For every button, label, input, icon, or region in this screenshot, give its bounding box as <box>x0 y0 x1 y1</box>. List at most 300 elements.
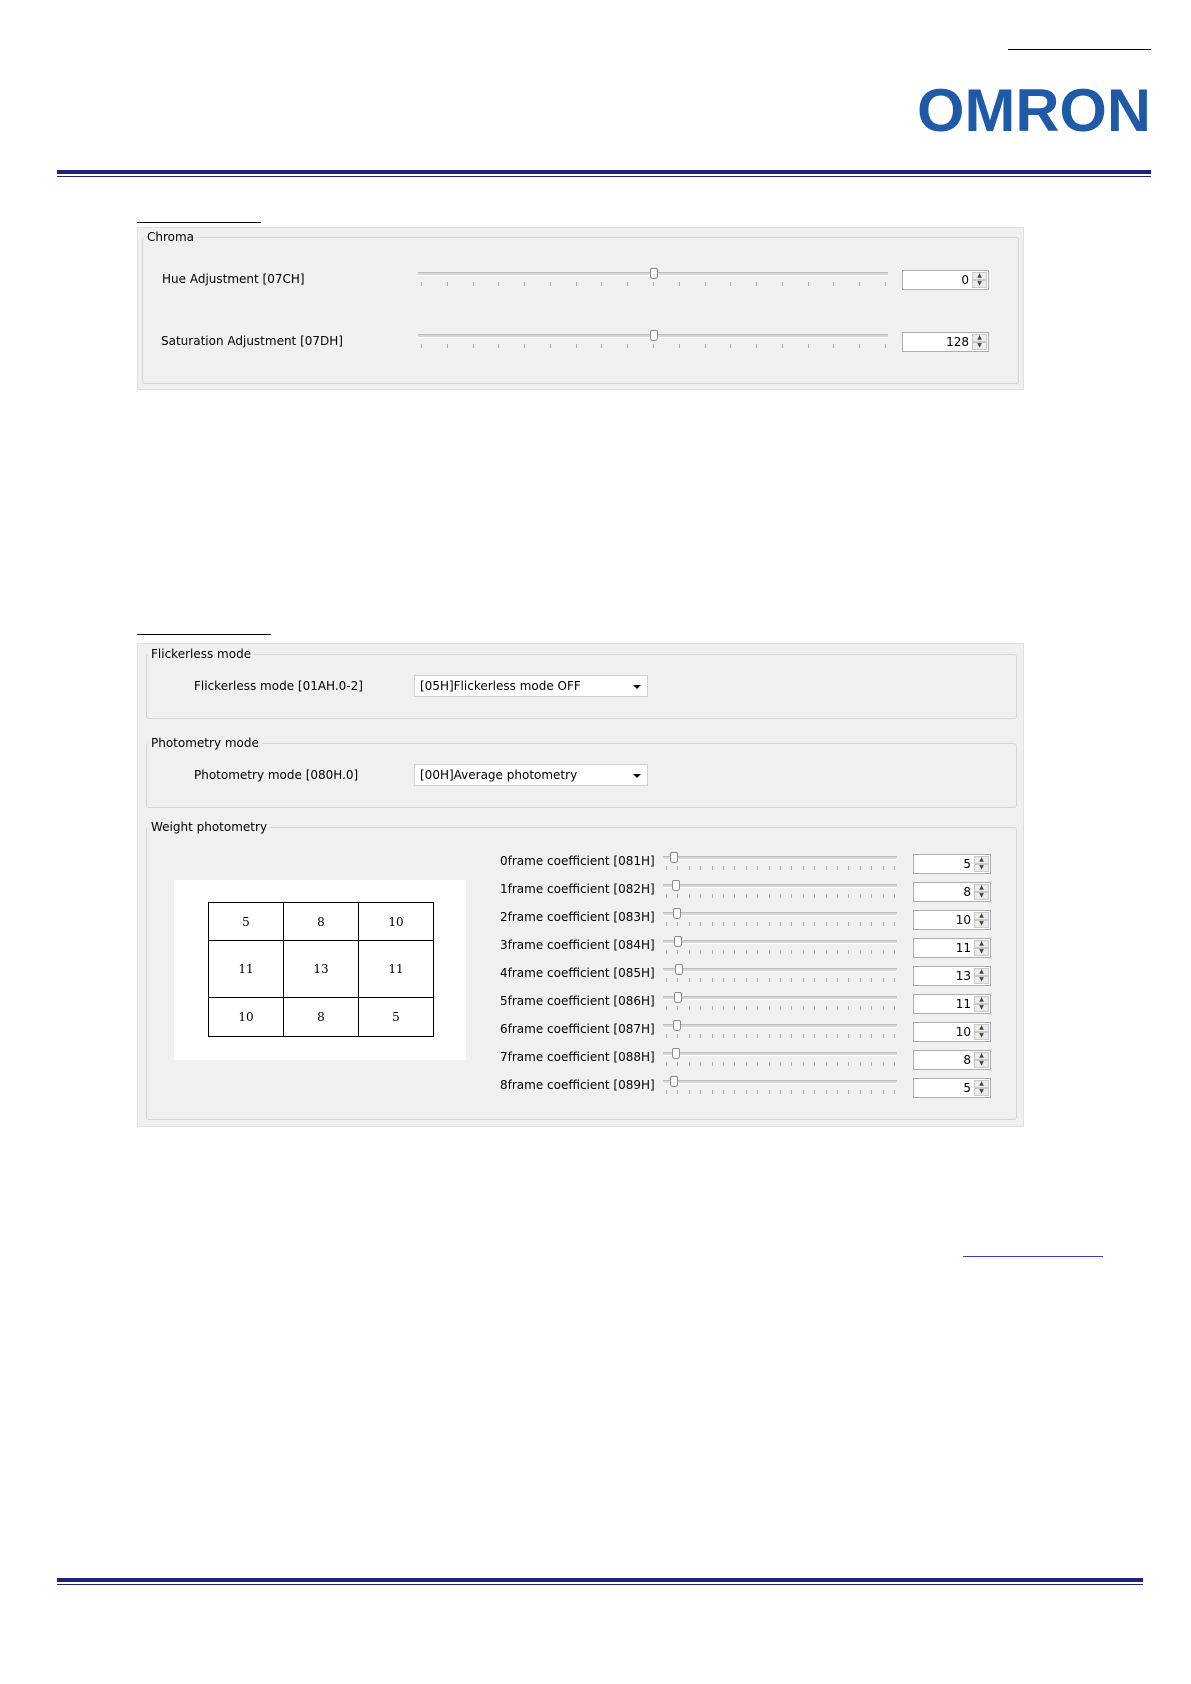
slider-tick <box>780 978 781 982</box>
slider-tick <box>689 1062 690 1066</box>
weight-cell: 8 <box>284 998 359 1037</box>
spin-up-icon[interactable]: ▲ <box>974 996 989 1004</box>
slider-tick <box>734 950 735 954</box>
spin-up-icon[interactable]: ▲ <box>974 940 989 948</box>
slider-tick <box>780 950 781 954</box>
slider-tick <box>653 282 654 286</box>
slider-tick <box>833 344 834 348</box>
slider-tick <box>746 866 747 870</box>
slider-tick <box>734 1006 735 1010</box>
slider-tick <box>894 894 895 898</box>
coefficient-value: 10 <box>955 1025 971 1039</box>
spin-down-icon[interactable]: ▼ <box>974 1032 989 1040</box>
slider-tick <box>666 866 667 870</box>
slider-tick <box>421 344 422 348</box>
chroma-group <box>142 237 1019 384</box>
weight-cell: 11 <box>359 941 434 998</box>
slider-tick <box>871 922 872 926</box>
hue-adjustment-value: 0 <box>961 273 969 287</box>
slider-tick <box>837 922 838 926</box>
saturation-adjustment-spinbox[interactable] <box>902 332 989 352</box>
slider-tick <box>769 866 770 870</box>
slider-tick <box>689 1006 690 1010</box>
coefficient-spinbox[interactable] <box>913 994 991 1014</box>
coefficient-spinbox[interactable] <box>913 910 991 930</box>
coefficient-spinbox[interactable] <box>913 854 991 874</box>
slider-tick <box>837 950 838 954</box>
chevron-down-icon[interactable] <box>633 685 641 689</box>
coefficient-slider-thumb[interactable] <box>673 908 681 919</box>
slider-tick <box>666 1006 667 1010</box>
slider-tick <box>700 978 701 982</box>
slider-tick <box>883 950 884 954</box>
saturation-adjustment-slider[interactable] <box>418 330 888 354</box>
photometry-group-label: Photometry mode <box>148 736 262 750</box>
spin-up-icon[interactable]: ▲ <box>974 1080 989 1088</box>
slider-tick <box>837 866 838 870</box>
slider-tick <box>871 866 872 870</box>
slider-tick <box>746 922 747 926</box>
slider-tick <box>780 1034 781 1038</box>
slider-tick <box>700 1090 701 1094</box>
slider-tick <box>803 1090 804 1094</box>
slider-tick <box>498 282 499 286</box>
coefficient-value: 5 <box>963 857 971 871</box>
coefficient-value: 11 <box>955 941 971 955</box>
slider-tick <box>576 344 577 348</box>
slider-tick <box>883 1034 884 1038</box>
slider-tick <box>746 894 747 898</box>
slider-tick <box>871 950 872 954</box>
spin-down-icon[interactable]: ▼ <box>974 1004 989 1012</box>
slider-tick <box>723 1062 724 1066</box>
spin-up-icon[interactable]: ▲ <box>974 856 989 864</box>
coefficient-value: 8 <box>963 885 971 899</box>
slider-tick <box>723 978 724 982</box>
slider-tick <box>826 1034 827 1038</box>
slider-tick <box>860 922 861 926</box>
slider-tick <box>421 282 422 286</box>
slider-tick <box>677 894 678 898</box>
hue-adjustment-slider[interactable] <box>418 268 888 292</box>
slider-tick <box>734 978 735 982</box>
slider-tick <box>666 1090 667 1094</box>
slider-tick <box>653 344 654 348</box>
slider-tick <box>723 894 724 898</box>
slider-tick <box>814 1034 815 1038</box>
coefficient-slider-thumb[interactable] <box>675 964 683 975</box>
coefficient-slider[interactable] <box>663 1048 897 1072</box>
coefficient-label: 0frame coefficient [081H] <box>500 854 655 868</box>
hue-adjustment-spinbox[interactable] <box>902 270 989 290</box>
saturation-slider-thumb[interactable] <box>650 330 658 341</box>
slider-tick <box>883 1062 884 1066</box>
slider-tick <box>814 1090 815 1094</box>
slider-tick <box>550 344 551 348</box>
slider-tick <box>814 1006 815 1010</box>
spin-up-icon[interactable]: ▲ <box>974 1024 989 1032</box>
slider-tick <box>860 950 861 954</box>
slider-tick <box>689 978 690 982</box>
slider-tick <box>550 282 551 286</box>
slider-tick <box>837 1062 838 1066</box>
slider-tick <box>883 866 884 870</box>
slider-tick <box>826 866 827 870</box>
weight-cell: 10 <box>209 998 284 1037</box>
slider-tick <box>803 950 804 954</box>
slider-tick <box>677 1062 678 1066</box>
slider-tick <box>689 866 690 870</box>
slider-tick <box>712 1006 713 1010</box>
chevron-down-icon[interactable] <box>633 774 641 778</box>
coefficient-spinbox[interactable] <box>913 882 991 902</box>
slider-tick <box>498 344 499 348</box>
coefficient-value: 5 <box>963 1081 971 1095</box>
coefficient-label: 1frame coefficient [082H] <box>500 882 655 896</box>
slider-tick <box>814 978 815 982</box>
hue-slider-thumb[interactable] <box>650 268 658 279</box>
slider-tick <box>700 866 701 870</box>
slider-tick <box>848 866 849 870</box>
weight-photometry-group-label: Weight photometry <box>148 820 270 834</box>
slider-tick <box>734 1090 735 1094</box>
slider-tick <box>848 1034 849 1038</box>
saturation-adjustment-value: 128 <box>946 335 969 349</box>
coefficient-spinbox[interactable] <box>913 938 991 958</box>
slider-tick <box>894 1062 895 1066</box>
slider-tick <box>524 344 525 348</box>
slider-tick <box>757 1062 758 1066</box>
header-short-line <box>1008 49 1151 50</box>
slider-tick <box>712 1062 713 1066</box>
coefficient-value: 8 <box>963 1053 971 1067</box>
slider-tick <box>848 1006 849 1010</box>
slider-tick <box>689 922 690 926</box>
slider-tick <box>894 1090 895 1094</box>
coefficient-slider-thumb[interactable] <box>672 880 680 891</box>
slider-tick <box>677 1034 678 1038</box>
spin-down-icon[interactable]: ▼ <box>974 948 989 956</box>
slider-tick <box>894 978 895 982</box>
slider-tick <box>826 1090 827 1094</box>
slider-tick <box>791 978 792 982</box>
slider-tick <box>769 1034 770 1038</box>
coefficient-slider[interactable] <box>663 908 897 932</box>
coefficient-slider-thumb[interactable] <box>674 936 682 947</box>
slider-tick <box>826 894 827 898</box>
slider-tick <box>871 978 872 982</box>
slider-tick <box>769 1062 770 1066</box>
spin-up-icon[interactable]: ▲ <box>972 334 987 342</box>
slider-tick <box>894 866 895 870</box>
slider-tick <box>712 866 713 870</box>
weight-cell: 5 <box>359 998 434 1037</box>
chroma-caption-underline <box>137 222 261 223</box>
slider-tick <box>860 1006 861 1010</box>
slider-tick <box>447 344 448 348</box>
slider-tick <box>677 866 678 870</box>
slider-tick <box>700 950 701 954</box>
spin-down-icon[interactable]: ▼ <box>974 1088 989 1096</box>
slider-tick <box>814 1062 815 1066</box>
slider-tick <box>814 866 815 870</box>
coefficient-slider[interactable] <box>663 880 897 904</box>
slider-tick <box>700 1062 701 1066</box>
slider-tick <box>769 922 770 926</box>
slider-tick <box>860 866 861 870</box>
coefficient-value: 10 <box>955 913 971 927</box>
slider-tick <box>627 282 628 286</box>
spin-down-icon[interactable]: ▼ <box>974 976 989 984</box>
slider-tick <box>601 344 602 348</box>
slider-tick <box>780 866 781 870</box>
slider-tick <box>791 1006 792 1010</box>
coefficient-slider-thumb[interactable] <box>673 1020 681 1031</box>
weight-cell: 11 <box>209 941 284 998</box>
slider-tick <box>826 950 827 954</box>
slider-tick <box>473 344 474 348</box>
slider-tick <box>524 282 525 286</box>
slider-tick <box>894 922 895 926</box>
link-underline <box>963 1256 1103 1257</box>
slider-tick <box>848 922 849 926</box>
slider-tick <box>780 894 781 898</box>
slider-tick <box>756 344 757 348</box>
chroma-group-label: Chroma <box>144 230 197 244</box>
coefficient-slider-thumb[interactable] <box>670 1076 678 1087</box>
slider-tick <box>746 978 747 982</box>
slider-tick <box>769 1090 770 1094</box>
photometry-mode-value: [00H]Average photometry <box>420 768 578 782</box>
coefficient-slider[interactable] <box>663 852 897 876</box>
slider-tick <box>883 1006 884 1010</box>
slider-tick <box>769 894 770 898</box>
slider-tick <box>769 1006 770 1010</box>
slider-tick <box>837 894 838 898</box>
footer-rule-thick <box>57 1578 1143 1582</box>
slider-tick <box>679 282 680 286</box>
slider-tick <box>803 1034 804 1038</box>
coefficient-spinbox[interactable] <box>913 1078 991 1098</box>
weight-cell: 8 <box>284 903 359 941</box>
slider-tick <box>803 866 804 870</box>
slider-tick <box>712 922 713 926</box>
slider-tick <box>746 950 747 954</box>
slider-tick <box>848 1090 849 1094</box>
coefficient-slider[interactable] <box>663 936 897 960</box>
slider-tick <box>859 344 860 348</box>
weight-cell: 5 <box>209 903 284 941</box>
coefficient-slider[interactable] <box>663 964 897 988</box>
flickerless-mode-value: [05H]Flickerless mode OFF <box>420 679 581 693</box>
slider-tick <box>730 282 731 286</box>
slider-tick <box>677 922 678 926</box>
slider-tick <box>666 950 667 954</box>
slider-tick <box>746 1006 747 1010</box>
slider-tick <box>894 1034 895 1038</box>
coefficient-slider-thumb[interactable] <box>670 852 678 863</box>
slider-tick <box>705 344 706 348</box>
spin-down-icon[interactable]: ▼ <box>972 280 987 288</box>
slider-tick <box>848 1062 849 1066</box>
slider-tick <box>723 922 724 926</box>
slider-tick <box>705 282 706 286</box>
slider-tick <box>803 978 804 982</box>
slider-tick <box>803 1062 804 1066</box>
slider-tick <box>860 1034 861 1038</box>
saturation-adjustment-label: Saturation Adjustment [07DH] <box>161 334 343 348</box>
slider-tick <box>700 1034 701 1038</box>
slider-tick <box>883 922 884 926</box>
slider-tick <box>859 282 860 286</box>
photometry-caption-underline <box>137 634 271 635</box>
slider-tick <box>576 282 577 286</box>
slider-tick <box>757 978 758 982</box>
slider-tick <box>808 282 809 286</box>
slider-tick <box>803 894 804 898</box>
slider-tick <box>734 1034 735 1038</box>
slider-tick <box>700 922 701 926</box>
coefficient-label: 2frame coefficient [083H] <box>500 910 655 924</box>
weight-grid <box>208 902 434 1037</box>
slider-tick <box>803 1006 804 1010</box>
slider-tick <box>769 950 770 954</box>
slider-tick <box>757 1034 758 1038</box>
omron-logo <box>916 82 1152 138</box>
spin-up-icon[interactable]: ▲ <box>974 884 989 892</box>
spin-down-icon[interactable]: ▼ <box>972 342 987 350</box>
slider-tick <box>723 1034 724 1038</box>
coefficient-slider[interactable] <box>663 1020 897 1044</box>
slider-tick <box>734 866 735 870</box>
slider-tick <box>677 950 678 954</box>
slider-tick <box>712 978 713 982</box>
slider-tick <box>860 1062 861 1066</box>
slider-tick <box>791 922 792 926</box>
slider-tick <box>826 978 827 982</box>
coefficient-spinbox[interactable] <box>913 966 991 986</box>
slider-tick <box>871 1034 872 1038</box>
spin-up-icon[interactable]: ▲ <box>972 272 987 280</box>
flickerless-mode-label: Flickerless mode [01AH.0-2] <box>194 679 363 693</box>
slider-tick <box>791 894 792 898</box>
slider-tick <box>894 950 895 954</box>
slider-tick <box>689 950 690 954</box>
slider-tick <box>473 282 474 286</box>
slider-tick <box>860 978 861 982</box>
slider-tick <box>757 866 758 870</box>
weight-cell: 13 <box>284 941 359 998</box>
slider-tick <box>666 978 667 982</box>
slider-tick <box>782 344 783 348</box>
slider-tick <box>723 866 724 870</box>
slider-tick <box>712 894 713 898</box>
spin-up-icon[interactable]: ▲ <box>974 912 989 920</box>
slider-tick <box>885 344 886 348</box>
header-rule-thin <box>57 176 1151 177</box>
slider-tick <box>734 894 735 898</box>
coefficient-slider[interactable] <box>663 1076 897 1100</box>
slider-tick <box>746 1062 747 1066</box>
slider-tick <box>723 950 724 954</box>
coefficient-label: 6frame coefficient [087H] <box>500 1022 655 1036</box>
coefficient-label: 5frame coefficient [086H] <box>500 994 655 1008</box>
slider-tick <box>712 1090 713 1094</box>
weight-cell: 10 <box>359 903 434 941</box>
slider-tick <box>627 344 628 348</box>
flickerless-mode-select[interactable] <box>414 675 648 697</box>
chroma-panel <box>137 227 1024 390</box>
slider-tick <box>803 922 804 926</box>
svg-text:OMRON: OMRON <box>917 82 1151 138</box>
slider-tick <box>883 1090 884 1094</box>
slider-tick <box>677 1006 678 1010</box>
slider-tick <box>885 282 886 286</box>
slider-tick <box>848 894 849 898</box>
coefficient-slider-thumb[interactable] <box>674 992 682 1003</box>
slider-tick <box>769 978 770 982</box>
slider-tick <box>780 1062 781 1066</box>
photometry-mode-label: Photometry mode [080H.0] <box>194 768 359 782</box>
coefficient-spinbox[interactable] <box>913 1050 991 1070</box>
slider-tick <box>791 866 792 870</box>
slider-tick <box>730 344 731 348</box>
slider-tick <box>757 950 758 954</box>
coefficient-label: 3frame coefficient [084H] <box>500 938 655 952</box>
slider-tick <box>833 282 834 286</box>
spin-down-icon[interactable]: ▼ <box>974 892 989 900</box>
slider-tick <box>871 1062 872 1066</box>
slider-tick <box>791 1090 792 1094</box>
coefficient-slider-thumb[interactable] <box>672 1048 680 1059</box>
slider-tick <box>746 1034 747 1038</box>
slider-tick <box>814 950 815 954</box>
coefficient-slider[interactable] <box>663 992 897 1016</box>
slider-tick <box>883 894 884 898</box>
flickerless-group-label: Flickerless mode <box>148 647 254 661</box>
spin-down-icon[interactable]: ▼ <box>974 1060 989 1068</box>
header-rule-thick <box>57 170 1151 174</box>
slider-tick <box>791 950 792 954</box>
slider-tick <box>826 1006 827 1010</box>
slider-tick <box>757 1090 758 1094</box>
spin-down-icon[interactable]: ▼ <box>974 864 989 872</box>
slider-tick <box>734 1062 735 1066</box>
weight-grid-preview <box>174 880 466 1060</box>
slider-tick <box>723 1090 724 1094</box>
slider-tick <box>791 1034 792 1038</box>
slider-tick <box>837 1034 838 1038</box>
slider-tick <box>666 1062 667 1066</box>
slider-tick <box>860 894 861 898</box>
slider-tick <box>723 1006 724 1010</box>
coefficient-spinbox[interactable] <box>913 1022 991 1042</box>
slider-tick <box>791 1062 792 1066</box>
spin-up-icon[interactable]: ▲ <box>974 1052 989 1060</box>
coefficient-label: 8frame coefficient [089H] <box>500 1078 655 1092</box>
spin-down-icon[interactable]: ▼ <box>974 920 989 928</box>
slider-tick <box>601 282 602 286</box>
slider-tick <box>871 1090 872 1094</box>
slider-tick <box>883 978 884 982</box>
photometry-mode-select[interactable] <box>414 764 648 786</box>
slider-tick <box>826 922 827 926</box>
slider-tick <box>757 922 758 926</box>
slider-tick <box>712 1034 713 1038</box>
spin-up-icon[interactable]: ▲ <box>974 968 989 976</box>
slider-tick <box>679 344 680 348</box>
slider-tick <box>689 1034 690 1038</box>
